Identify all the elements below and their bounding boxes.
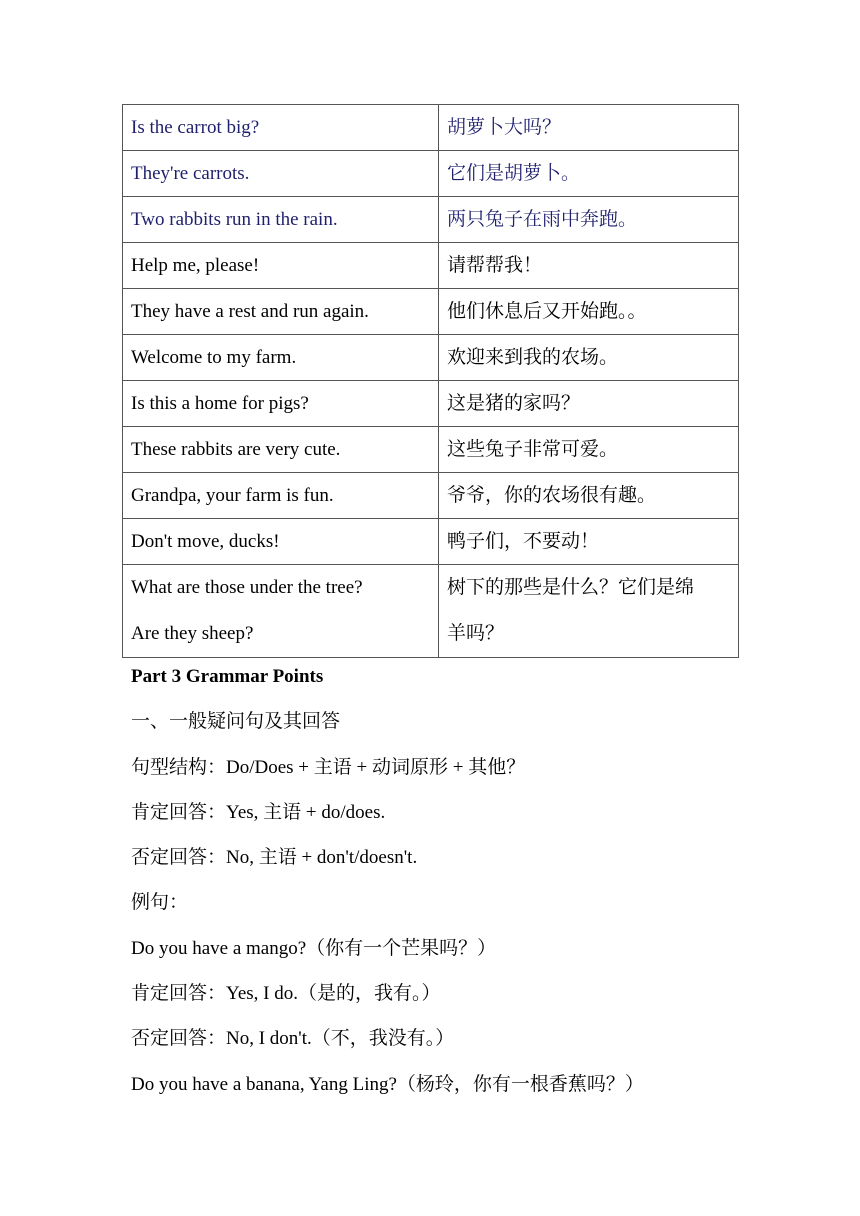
chinese-cell: 他们休息后又开始跑。。 [439,289,739,335]
english-cell: Is this a home for pigs? [123,381,439,427]
english-line: Are they sheep? [131,623,254,644]
english-cell: They're carrots. [123,151,439,197]
example-question: Do you have a banana, Yang Ling?（杨玲，你有一根香蕉吗？） [131,1073,644,1095]
chinese-cell: 鸭子们，不要动！ [439,519,739,565]
chinese-cell: 它们是胡萝卜。 [439,151,739,197]
english-cell: Two rabbits run in the rain. [123,197,439,243]
table-row [123,243,739,289]
english-line: What are those under the tree? [131,577,363,598]
chinese-cell [439,565,739,658]
table-row [123,519,739,565]
structure-line: 句型结构：Do/Does + 主语 + 动词原形 + 其他？ [131,756,526,778]
example-negative: 否定回答：No, I don't.（不，我没有。） [131,1028,455,1050]
sentence-table [122,104,739,658]
example-question: Do you have a mango?（你有一个芒果吗？） [131,937,497,959]
english-cell: They have a rest and run again. [123,289,439,335]
chinese-cell: 欢迎来到我的农场。 [439,335,739,381]
chinese-cell: 爷爷，你的农场很有趣。 [439,473,739,519]
table-row [123,151,739,197]
chinese-cell: 请帮帮我！ [439,243,739,289]
negative-answer-line: 否定回答：No, 主语 + don't/doesn't. [131,847,418,869]
table-row [123,381,739,427]
english-cell: Grandpa, your farm is fun. [123,473,439,519]
table-row [123,335,739,381]
table-row [123,565,739,658]
english-cell: Is the carrot big? [123,105,439,151]
chinese-cell: 两只兔子在雨中奔跑。 [439,197,739,243]
table-row [123,473,739,519]
english-cell: Help me, please! [123,243,439,289]
table-row [123,427,739,473]
positive-answer-line: 肯定回答：Yes, 主语 + do/does. [131,801,386,823]
example-positive: 肯定回答：Yes, I do.（是的，我有。） [131,983,441,1005]
example-label: 例句： [131,892,189,914]
chinese-cell: 这些兔子非常可爱。 [439,427,739,473]
english-cell [123,565,439,658]
english-cell: Don't move, ducks! [123,519,439,565]
chinese-line: 树下的那些是什么？它们是绵 [447,577,695,598]
section-heading: Part 3 Grammar Points [131,666,324,687]
english-cell: These rabbits are very cute. [123,427,439,473]
grammar-section [131,654,831,1107]
english-cell: Welcome to my farm. [123,335,439,381]
section-title: 一、一般疑问句及其回答 [131,711,341,733]
chinese-line: 羊吗？ [447,623,505,644]
table-row [123,105,739,151]
chinese-cell: 胡萝卜大吗？ [439,105,739,151]
table-row [123,197,739,243]
chinese-cell: 这是猪的家吗？ [439,381,739,427]
table-row [123,289,739,335]
